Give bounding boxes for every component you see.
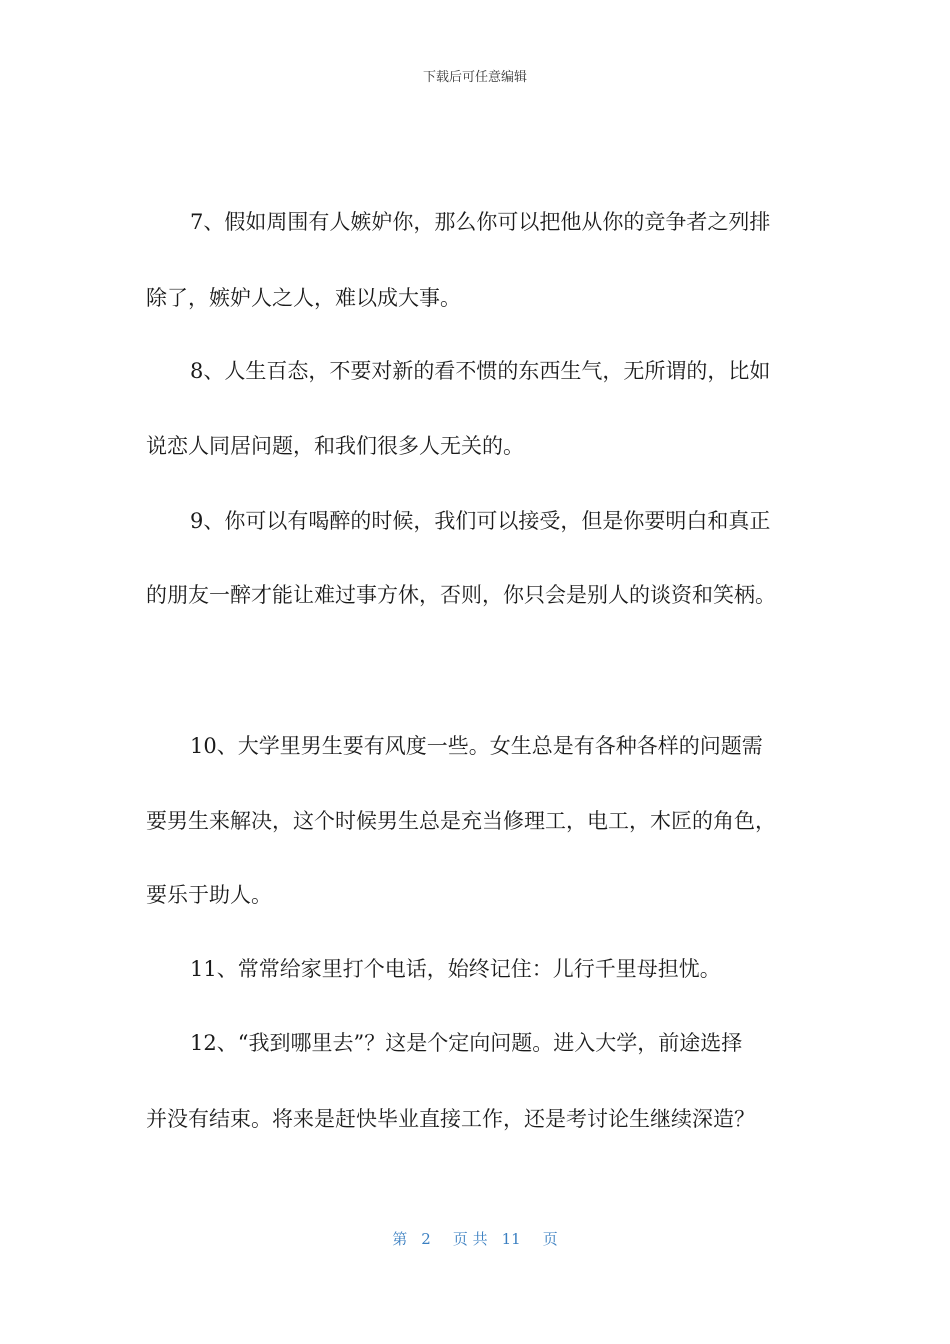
page-footer (0, 1228, 950, 1249)
paragraph-line: 说恋人同居问题，和我们很多人无关的。 (146, 434, 524, 458)
paragraph-line: 11、常常给家里打个电话，始终记住：儿行千里母担忧。 (190, 957, 721, 981)
paragraph-line: 并没有结束。将来是赶快毕业直接工作，还是考讨论生继续深造？ (146, 1107, 755, 1131)
paragraph-line: 8、人生百态，不要对新的看不惯的东西生气，无所谓的，比如 (190, 359, 771, 383)
footer-suffix: 页 (542, 1230, 558, 1248)
paragraph-line: 12、“我到哪里去”？这是个定向问题。进入大学，前途选择 (190, 1031, 743, 1055)
paragraph-line: 9、你可以有喝醉的时候，我们可以接受，但是你要明白和真正 (190, 509, 771, 533)
paragraph-line: 要男生来解决，这个时候男生总是充当修理工，电工，木匠的角色， (146, 809, 776, 833)
paragraph-line: 除了，嫉妒人之人，难以成大事。 (146, 286, 461, 310)
paragraph-line: 要乐于助人。 (146, 883, 272, 907)
footer-prefix: 第 (392, 1230, 408, 1248)
paragraph-line: 的朋友一醉才能让难过事方休，否则，你只会是别人的谈资和笑柄。 (146, 583, 776, 607)
footer-page-number: 2 (421, 1230, 431, 1248)
footer-middle: 页 共 (452, 1230, 488, 1248)
paragraph-line: 10、大学里男生要有风度一些。女生总是有各种各样的问题需 (190, 734, 763, 758)
page-header: 下载后可任意编辑 (422, 70, 527, 85)
footer-total-pages: 11 (501, 1230, 521, 1248)
paragraph-line: 7、假如周围有人嫉妒你，那么你可以把他从你的竞争者之列排 (190, 210, 771, 234)
